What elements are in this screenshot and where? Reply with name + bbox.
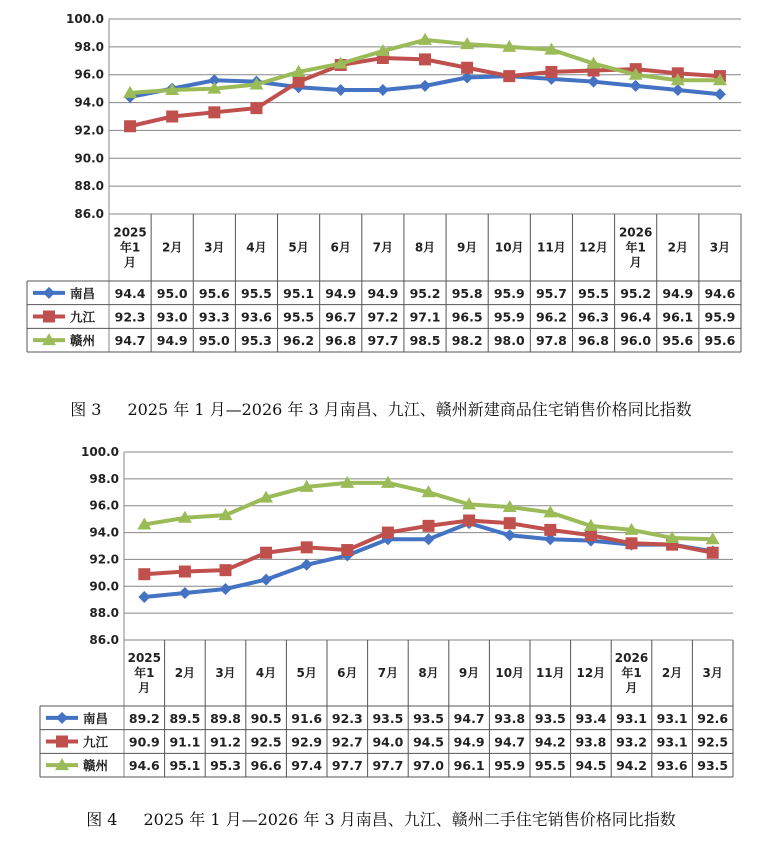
table-value: 95.9 [494, 758, 526, 774]
table-value: 95.0 [156, 285, 188, 301]
table-value: 93.1 [616, 710, 647, 726]
data-point [220, 583, 232, 595]
legend-entry [46, 735, 109, 750]
x-tick-label: 月 [124, 255, 137, 270]
gridlines [109, 19, 741, 214]
x-tick-label: 4月 [255, 666, 277, 680]
y-tick-label: 100.0 [81, 445, 119, 459]
table-value: 94.6 [128, 758, 160, 774]
data-point [588, 76, 600, 88]
x-tick-label: 年1 [134, 666, 155, 680]
x-tick-label: 年1 [119, 240, 141, 255]
table-value: 93.0 [156, 309, 188, 325]
table-value: 93.3 [198, 309, 230, 325]
data-point [124, 120, 136, 132]
legend-entry [46, 758, 108, 773]
table-value: 94.2 [534, 734, 566, 750]
y-tick-label: 98.0 [74, 39, 104, 54]
table-value: 95.2 [620, 285, 652, 301]
table-value: 93.1 [656, 734, 688, 750]
table-value: 90.5 [250, 710, 282, 726]
table-value: 96.6 [250, 758, 282, 774]
data-point [166, 111, 178, 123]
data-point [138, 591, 150, 603]
table-value: 93.1 [656, 710, 688, 726]
table-value: 94.4 [114, 285, 146, 301]
table-value: 94.5 [413, 734, 444, 750]
x-tick-label: 9月 [456, 240, 478, 255]
legend-label: 赣州 [83, 758, 109, 774]
data-point [544, 524, 556, 536]
table-value: 95.5 [283, 309, 315, 325]
table-value: 97.7 [367, 333, 399, 349]
y-tick-label: 94.0 [89, 525, 119, 540]
y-tick-label: 88.0 [74, 179, 104, 194]
legend-entry [33, 286, 95, 301]
data-point [504, 517, 516, 529]
table-value: 89.8 [210, 710, 241, 726]
table-value: 93.5 [534, 710, 566, 726]
x-tick-label: 11月 [537, 240, 566, 255]
y-tick-label: 86.0 [74, 207, 104, 221]
x-tick-label: 8月 [418, 666, 439, 680]
data-point [504, 529, 516, 541]
x-tick-label: 5月 [296, 666, 317, 680]
table-value: 95.7 [535, 285, 567, 301]
table-value: 96.5 [451, 309, 483, 325]
x-tick-label: 3月 [709, 240, 731, 255]
chart-new-housing [0, 0, 762, 360]
data-point [626, 537, 638, 549]
data-point [138, 568, 150, 580]
data-point [208, 106, 220, 118]
x-tick-label: 2月 [667, 240, 688, 255]
table-value: 95.9 [493, 309, 525, 325]
x-tick-label: 3月 [204, 240, 225, 255]
x-tick-label: 8月 [414, 240, 436, 255]
table-value: 94.7 [494, 734, 526, 750]
y-tick-label: 96.0 [74, 67, 104, 82]
legend-label: 南昌 [70, 285, 96, 301]
table-value: 95.8 [451, 285, 483, 301]
chart-secondhand-housing [0, 435, 762, 780]
table-value: 96.7 [325, 309, 357, 325]
table-value: 97.0 [413, 758, 444, 774]
x-tick-label: 2026 [614, 651, 649, 665]
table-value: 92.3 [331, 710, 363, 726]
table-value: 92.3 [114, 309, 146, 325]
table-value: 93.8 [575, 734, 607, 750]
data-point [585, 529, 597, 541]
data-point [293, 76, 305, 88]
table-value: 97.1 [409, 309, 441, 325]
table-value: 95.3 [241, 333, 272, 349]
x-tick-label: 2025 [127, 651, 162, 665]
legend-marker [43, 311, 55, 323]
x-tick-label: 2月 [174, 666, 196, 680]
table-value: 95.6 [704, 333, 736, 349]
table-value: 95.0 [198, 333, 230, 349]
x-tick-label: 月 [625, 681, 638, 695]
table-value: 92.5 [250, 734, 282, 750]
data-point [707, 547, 719, 559]
y-tick-label: 96.0 [89, 498, 119, 513]
table-value: 97.7 [331, 758, 363, 774]
legend-entry [46, 711, 108, 726]
table-value: 94.9 [453, 734, 485, 750]
table-value: 95.6 [198, 285, 230, 301]
y-tick-label: 92.0 [89, 552, 119, 567]
table-value: 91.6 [291, 710, 323, 726]
table-value: 97.4 [291, 758, 323, 774]
data-point [503, 70, 515, 82]
table-value: 97.8 [535, 333, 567, 349]
table-value: 92.6 [697, 710, 729, 726]
table-value: 96.0 [620, 333, 652, 349]
table-value: 95.9 [493, 285, 525, 301]
x-tick-label: 6月 [337, 666, 358, 680]
figure-4-number: 图 4 [86, 810, 118, 829]
legend-marker [56, 712, 68, 724]
x-tick-label: 年1 [621, 666, 642, 680]
table-value: 94.2 [616, 758, 647, 774]
x-tick-label: 2月 [162, 240, 183, 255]
legend-label: 南昌 [83, 710, 109, 726]
legend-marker [43, 287, 55, 299]
figure-4-title: 2025 年 1 月—2026 年 3 月南昌、九江、赣州二手住宅销售价格同比指数 [143, 810, 676, 829]
table-value: 95.1 [169, 758, 201, 774]
table-value: 90.9 [128, 734, 160, 750]
legend-entry [33, 310, 96, 325]
legend-marker [56, 736, 68, 748]
data-point [461, 62, 473, 74]
figure-4-caption [0, 807, 762, 830]
table-value: 98.2 [451, 333, 483, 349]
table-value: 93.8 [494, 710, 526, 726]
table-value: 93.2 [616, 734, 647, 750]
x-tick-label: 12月 [579, 240, 608, 255]
x-tick-label: 6月 [330, 240, 351, 255]
table-value: 93.5 [413, 710, 444, 726]
data-point [260, 547, 272, 559]
table-value: 96.3 [578, 309, 609, 325]
table-value: 95.5 [578, 285, 609, 301]
table-value: 96.2 [283, 333, 315, 349]
table-value: 94.0 [372, 734, 404, 750]
legend-label: 九江 [83, 734, 109, 750]
x-tick-label: 2025 [113, 225, 147, 240]
table-value: 93.6 [656, 758, 688, 774]
table-value: 94.7 [453, 710, 485, 726]
table-value: 94.7 [114, 333, 146, 349]
table-value: 94.9 [662, 285, 694, 301]
y-tick-label: 92.0 [74, 123, 104, 138]
table-value: 94.9 [156, 333, 188, 349]
y-axis [66, 12, 104, 221]
legend-label: 赣州 [70, 333, 96, 349]
x-tick-label: 12月 [576, 666, 606, 680]
data-point [630, 80, 642, 92]
table-value: 94.5 [575, 758, 607, 774]
data-point [423, 520, 435, 532]
x-tick-label: 年1 [625, 240, 646, 255]
data-point [419, 80, 431, 92]
y-tick-label: 98.0 [89, 471, 119, 486]
y-tick-label: 86.0 [89, 633, 119, 647]
x-tick-label: 11月 [535, 666, 565, 680]
x-tick-label: 2026 [618, 225, 653, 240]
y-tick-label: 100.0 [66, 12, 104, 26]
data-point [301, 541, 313, 553]
y-tick-label: 88.0 [89, 606, 119, 621]
data-point [423, 533, 435, 545]
figure-3-caption [0, 397, 762, 420]
x-tick-label: 3月 [215, 666, 236, 680]
data-point [220, 564, 232, 576]
table-value: 89.5 [169, 710, 201, 726]
data-point [250, 102, 262, 114]
x-tick-label: 5月 [288, 240, 309, 255]
table-value: 93.5 [372, 710, 404, 726]
table-value: 91.1 [169, 734, 201, 750]
data-point [382, 527, 394, 539]
table-value: 92.5 [697, 734, 729, 750]
legend-entry [33, 333, 95, 348]
data-point [341, 544, 353, 556]
table-value: 98.0 [493, 333, 525, 349]
table-value: 96.4 [620, 309, 652, 325]
table-value: 92.9 [291, 734, 323, 750]
table-value: 95.6 [662, 333, 694, 349]
table-value: 98.5 [409, 333, 441, 349]
x-tick-label: 3月 [702, 666, 723, 680]
y-tick-label: 90.0 [74, 151, 104, 166]
table-value: 95.3 [210, 758, 241, 774]
data-point [301, 559, 313, 571]
x-tick-label: 月 [138, 681, 151, 695]
table-value: 95.9 [704, 309, 736, 325]
data-point [714, 88, 726, 100]
data-point [377, 84, 389, 96]
x-axis [128, 651, 723, 695]
table-value: 92.7 [331, 734, 363, 750]
data-point [463, 514, 475, 526]
data-point [179, 566, 191, 578]
table-value: 95.2 [409, 285, 441, 301]
figure-3-title: 2025 年 1 月—2026 年 3 月南昌、九江、赣州新建商品住宅销售价格同比指数 [127, 400, 692, 419]
table-value: 94.9 [325, 285, 357, 301]
data-point [419, 53, 431, 65]
y-tick-label: 90.0 [89, 579, 119, 594]
x-tick-label: 9月 [458, 666, 480, 680]
table-value: 96.1 [662, 309, 694, 325]
data-point [672, 84, 684, 96]
data-point [179, 587, 191, 599]
x-tick-label: 7月 [377, 666, 399, 680]
x-tick-label: 4月 [246, 240, 267, 255]
x-tick-label: 7月 [372, 240, 394, 255]
table-value: 91.2 [210, 734, 241, 750]
table-value: 97.2 [367, 309, 399, 325]
table-value: 95.5 [241, 285, 272, 301]
table-value: 96.8 [325, 333, 357, 349]
table-value: 96.1 [453, 758, 485, 774]
x-tick-label: 2月 [661, 666, 683, 680]
figure-3-number: 图 3 [70, 400, 102, 419]
y-axis [81, 445, 119, 647]
table-value: 93.5 [697, 758, 729, 774]
data-point [260, 574, 272, 586]
data-point [545, 66, 557, 78]
table-value: 97.7 [372, 758, 404, 774]
x-tick-label: 10月 [494, 240, 524, 255]
x-tick-label: 10月 [495, 666, 525, 680]
table-value: 95.1 [283, 285, 315, 301]
table-value: 93.6 [241, 309, 272, 325]
table-value: 95.5 [534, 758, 566, 774]
table-value: 96.8 [578, 333, 609, 349]
y-tick-label: 94.0 [74, 95, 104, 110]
table-value: 94.9 [367, 285, 399, 301]
table-value: 96.2 [535, 309, 567, 325]
x-tick-label: 月 [629, 255, 642, 270]
table-value: 94.6 [704, 285, 736, 301]
legend-label: 九江 [70, 309, 96, 325]
table-value: 93.4 [575, 710, 607, 726]
table-value: 89.2 [128, 710, 160, 726]
data-point [335, 84, 347, 96]
x-axis [113, 226, 730, 270]
